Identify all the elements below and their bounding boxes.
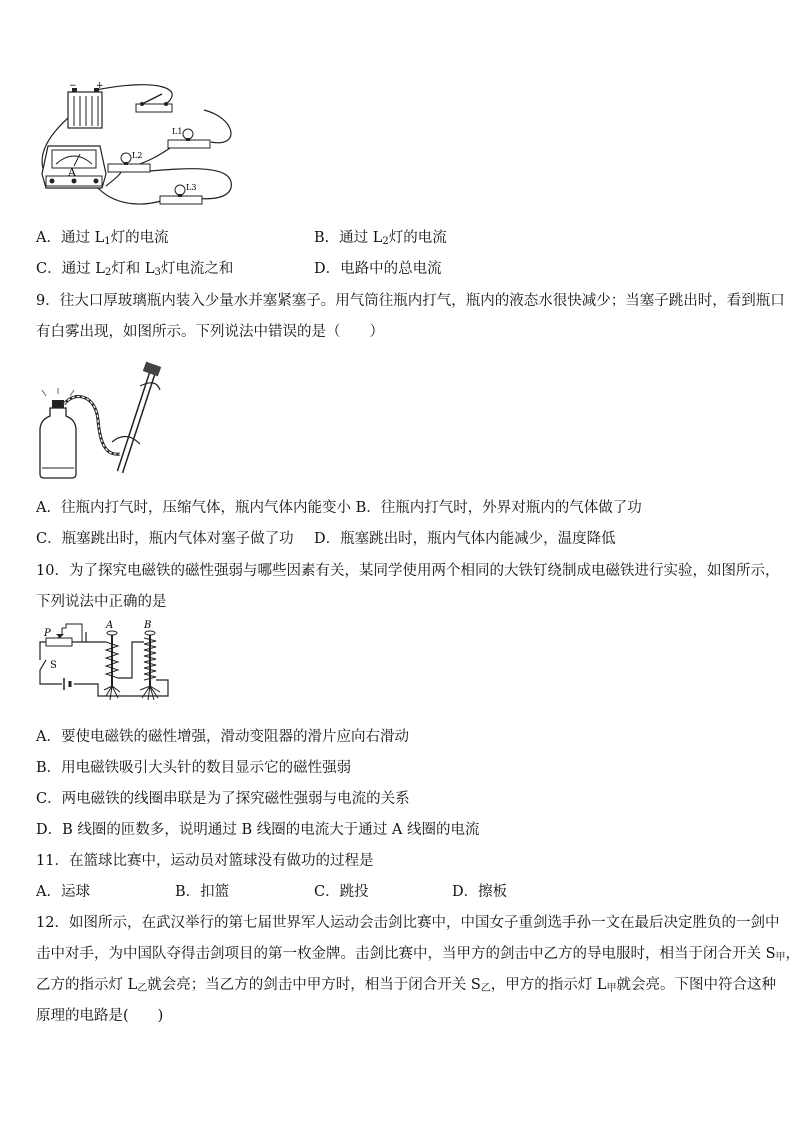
switch-s-label: S	[50, 660, 57, 671]
rheostat-p-label: P	[44, 628, 51, 639]
nail-b-label: B	[144, 620, 152, 631]
q10-option-a: A．要使电磁铁的磁性增强，滑动变阻器的滑片应向右滑动	[36, 729, 409, 745]
q8-option-b: B．通过 $L_2$灯的电流	[314, 230, 447, 247]
q9-stem-line2: 有白雾出现，如图所示。下列说法中错误的是（ ）	[36, 324, 384, 340]
q8-option-a: A．通过 $L_1$灯的电流	[36, 230, 169, 247]
nail-a-label: A	[106, 620, 114, 631]
lamp-l1-label: L1	[172, 127, 183, 136]
lamp-l3-label: L3	[186, 183, 197, 192]
lamp-l2-label: L2	[132, 151, 143, 160]
q8-option-c: C．通过 $L_2$灯和 $L_3$灯电流之和	[36, 261, 234, 278]
q10-option-c: C．两电磁铁的线圈串联是为了探究磁性强弱与电流的关系	[36, 791, 410, 807]
q9-option-d: D．瓶塞跳出时，瓶内气体内能减少，温度降低	[314, 531, 616, 547]
battery-cell-icon	[64, 678, 70, 690]
rheostat-icon	[46, 624, 82, 646]
battery-plus-label: +	[96, 81, 104, 91]
q11-option-c: C．跳投	[314, 884, 369, 900]
q9-stem-line1: 9．往大口厚玻璃瓶内装入少量水并塞紧塞子。用气筒往瓶内打气，瓶内的液态水很快减少；当塞子跳出时，看到瓶口	[36, 293, 785, 309]
q12-line3: 乙方的指示灯 $L_乙$就会亮；当乙方的剑击中甲方时，相当于闭合开关 $S_乙$，甲方的指示灯 $L_甲$就会亮。下图中符合这种	[36, 977, 777, 994]
q11-option-a: A．运球	[36, 884, 90, 900]
q8-option-d: D．电路中的总电流	[314, 261, 442, 277]
q10-option-b: B．用电磁铁吸引大头针的数目显示它的磁性强弱	[36, 760, 352, 776]
q10-stem-line1: 10．为了探究电磁铁的磁性强弱与哪些因素有关，某同学使用两个相同的大铁钉绕制成电磁铁进行实验，如图所示，	[36, 563, 780, 579]
bottle-icon	[40, 388, 76, 478]
q8-circuit-figure	[36, 78, 246, 214]
q10-electromagnet-figure	[36, 620, 176, 710]
switch-s-icon	[40, 660, 46, 670]
q9-option-c: C．瓶塞跳出时，瓶内气体对塞子做了功	[36, 531, 294, 547]
q10-option-d: D．B 线圈的匝数多，说明通过 B 线圈的电流大于通过 A 线圈的电流	[36, 822, 480, 838]
q12-line2: 击中对手，为中国队夺得击剑项目的第一枚金牌。击剑比赛中，当甲方的剑击中乙方的导电服时，相当于闭合开关 $S_甲$，	[36, 946, 800, 963]
battery-icon	[68, 88, 102, 128]
nail-a-icon	[86, 631, 120, 700]
q9-bottle-pump-figure	[36, 360, 166, 482]
q11-option-b: B．扣篮	[175, 884, 230, 900]
nail-b-icon	[140, 631, 160, 700]
switch-icon	[136, 94, 172, 112]
ammeter-label: A	[68, 166, 76, 179]
battery-minus-label: −	[69, 81, 77, 91]
q12-line4: 原理的电路是( )	[36, 1008, 164, 1024]
q11-stem: 11．在篮球比赛中，运动员对篮球没有做功的过程是	[36, 853, 374, 869]
q10-stem-line2: 下列说法中正确的是	[36, 594, 167, 610]
q12-line1: 12．如图所示，在武汉举行的第七届世界军人运动会击剑比赛中，中国女子重剑选手孙一文在最后决定胜负的一剑中	[36, 915, 780, 931]
q11-option-d: D．擦板	[452, 884, 508, 900]
q9-option-ab: A．往瓶内打气时，压缩气体，瓶内气体内能变小 B．往瓶内打气时，外界对瓶内的气体做了功	[36, 500, 642, 516]
